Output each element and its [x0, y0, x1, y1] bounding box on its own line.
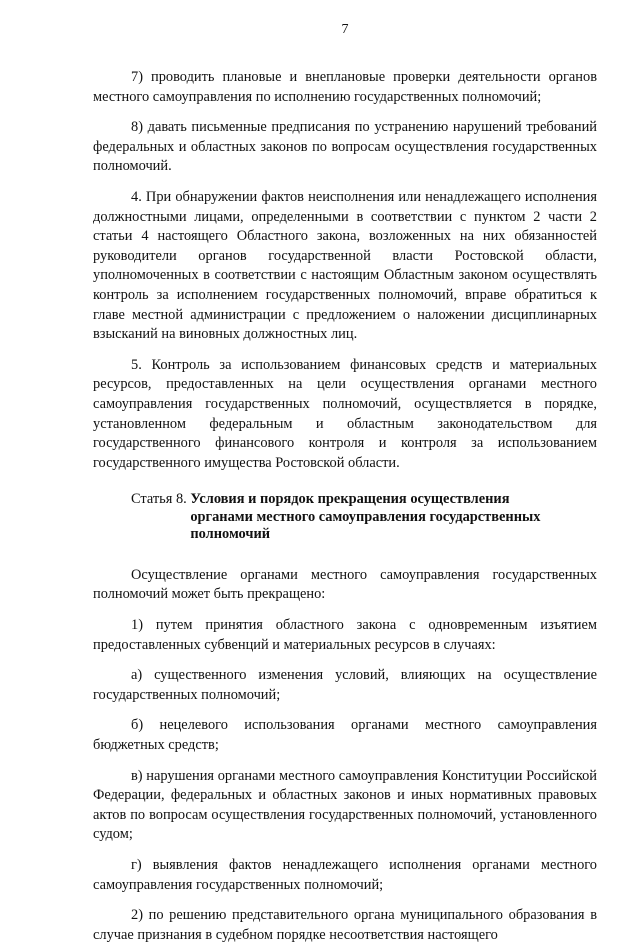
- paragraph-item-7: 7) проводить плановые и внеплановые проверки деятельности органов местного самоуправления по исполнению государственных полномочий;: [93, 69, 597, 105]
- paragraph-item-2: 2) по решению представительного органа муниципального образования в случае признания в судебном порядке несоответствия настоящего: [93, 907, 597, 943]
- article-label: Статья 8.: [131, 491, 191, 508]
- paragraph-part-4: 4. При обнаружении фактов неисполнения или ненадлежащего исполнения должностными лицами, определенными в соответствии с пунктом 2 части 2 статьи 4 настоящего Областного закона, возложенных на них обязанностей руководители органов государственной власти Ростовской области, уполномоченных в соответствии с настоящим Областным законом осуществлять контроль за исполнением государственных полномочий, вправе обратиться к главе местной администрации с предложением о наложении дисциплинарных взысканий на виновных должностных лиц.: [93, 188, 597, 343]
- paragraph-subitem-a: а) существенного изменения условий, влияющих на осуществление государственных полномочий;: [93, 667, 597, 703]
- paragraph-intro: Осуществление органами местного самоуправления государственных полномочий может быть прекращено:: [93, 566, 597, 603]
- paragraph-item-1: 1) путем принятия областного закона с одновременным изъятием предоставленных субвенций и материальных ресурсов в случаях:: [93, 616, 597, 653]
- article-heading: [93, 491, 597, 544]
- article-title: Условия и порядок прекращения осуществления органами местного самоуправления государственных полномочий: [190, 491, 541, 543]
- page-number: 7: [341, 22, 349, 37]
- paragraph-subitem-g: г) выявления фактов ненадлежащего исполнения органами местного самоуправления государственных полномочий;: [93, 856, 597, 893]
- paragraph-item-8: 8) давать письменные предписания по устранению нарушений требований федеральных и областных законов по вопросам осуществления государственных полномочий.: [93, 119, 597, 175]
- paragraph-part-5: 5. Контроль за использованием финансовых средств и материальных ресурсов, предоставленных на цели осуществления органами местного самоуправления государственных полномочий, осуществляется в порядке, установленном федеральным и областным законодательством для государственного финансового контроля и контроля за использованием государственного имущества Ростовской области.: [93, 356, 597, 471]
- paragraph-subitem-v: в) нарушения органами местного самоуправления Конституции Российской Федерации, федеральных и областных законов и иных нормативных правовых актов по вопросам осуществления государственных полномочий, установленного судом;: [93, 767, 597, 843]
- paragraph-subitem-b: б) нецелевого использования органами местного самоуправления бюджетных средств;: [93, 717, 597, 753]
